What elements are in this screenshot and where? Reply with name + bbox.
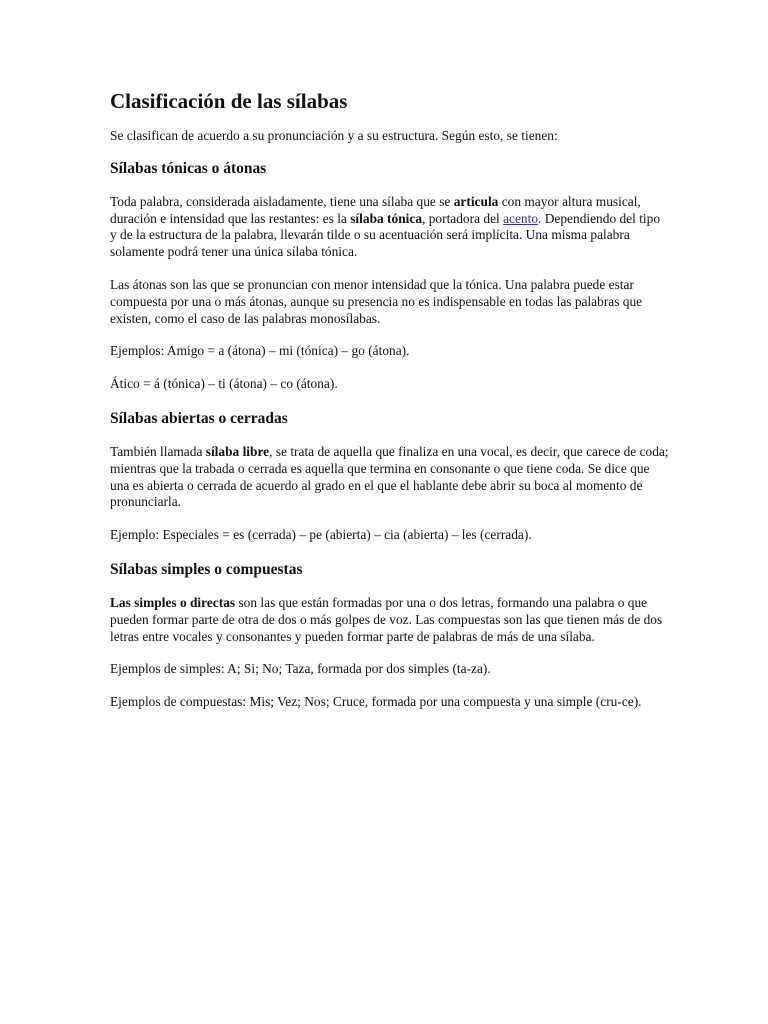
section-heading-simples: Sílabas simples o compuestas bbox=[110, 560, 303, 578]
example-amigo: Ejemplos: Amigo = a (átona) – mi (tónica) – go (átona). bbox=[110, 343, 410, 359]
paragraph-tonica-definition bbox=[110, 194, 670, 261]
paragraph-silaba-libre bbox=[110, 444, 670, 511]
text-run: , portadora del bbox=[422, 210, 504, 226]
text-run: . Dependiendo del tipo y de la estructura de la palabra, llevarán tilde o su acentuación será implícita. Una misma palabra solamente podrá tener una única sílaba tónica. bbox=[110, 210, 661, 260]
document-title: Clasificación de las sílabas bbox=[110, 89, 348, 113]
example-simples: Ejemplos de simples: A; Si; No; Taza, formada por dos simples (ta-za). bbox=[110, 661, 491, 677]
text-run: También llamada bbox=[110, 443, 206, 459]
example-compuestas: Ejemplos de compuestas: Mis; Vez; Nos; Cruce, formada por una compuesta y una simple (cru-ce). bbox=[110, 694, 642, 710]
bold-term-silaba-libre: sílaba libre bbox=[205, 443, 270, 459]
text-run: son las que están formadas por una o dos letras, formando una palabra o que pueden formar parte de otra de dos o más golpes de voz. Las compuestas son las que tienen más de dos letras entre vocales y consonantes y pueden formar parte de palabras de más de una sílaba. bbox=[110, 594, 663, 644]
example-atico: Ático = á (tónica) – ti (átona) – co (átona). bbox=[110, 376, 338, 392]
bold-term-silaba-tonica: sílaba tónica bbox=[350, 210, 423, 226]
example-especiales: Ejemplo: Especiales = es (cerrada) – pe (abierta) – cia (abierta) – les (cerrada). bbox=[110, 527, 532, 543]
text-run: con mayor altura musical, duración e intensidad que las restantes: es la bbox=[110, 193, 641, 226]
bold-term-articula: articula bbox=[453, 193, 499, 209]
text-run: Toda palabra, considerada aisladamente, tiene una sílaba que se bbox=[110, 193, 454, 209]
acento-link[interactable]: acento bbox=[503, 210, 539, 226]
section-heading-abiertas: Sílabas abiertas o cerradas bbox=[110, 409, 288, 427]
paragraph-simples-compuestas bbox=[110, 595, 670, 645]
paragraph-atonas: Las átonas son las que se pronuncian con menor intensidad que la tónica. Una palabra puede estar compuesta por una o más átonas, aunque su presencia no es indispensable en todas las palabras que existen, como el caso de las palabras monosílabas. bbox=[110, 276, 643, 326]
intro-paragraph: Se clasifican de acuerdo a su pronunciación y a su estructura. Según esto, se tienen: bbox=[110, 128, 558, 143]
section-heading-tonicas: Sílabas tónicas o átonas bbox=[110, 159, 267, 177]
text-run: , se trata de aquella que finaliza en una vocal, es decir, que carece de coda; mientras que la trabada o cerrada es aquella que termina en consonante o que tiene coda. Se dice que una es abierta o cerrada de acuerdo al grado en el que el hablante debe abrir su boca al momento de pronunciarla. bbox=[110, 443, 669, 510]
bold-term-simples-directas: Las simples o directas bbox=[110, 594, 236, 610]
document-page bbox=[110, 88, 670, 727]
